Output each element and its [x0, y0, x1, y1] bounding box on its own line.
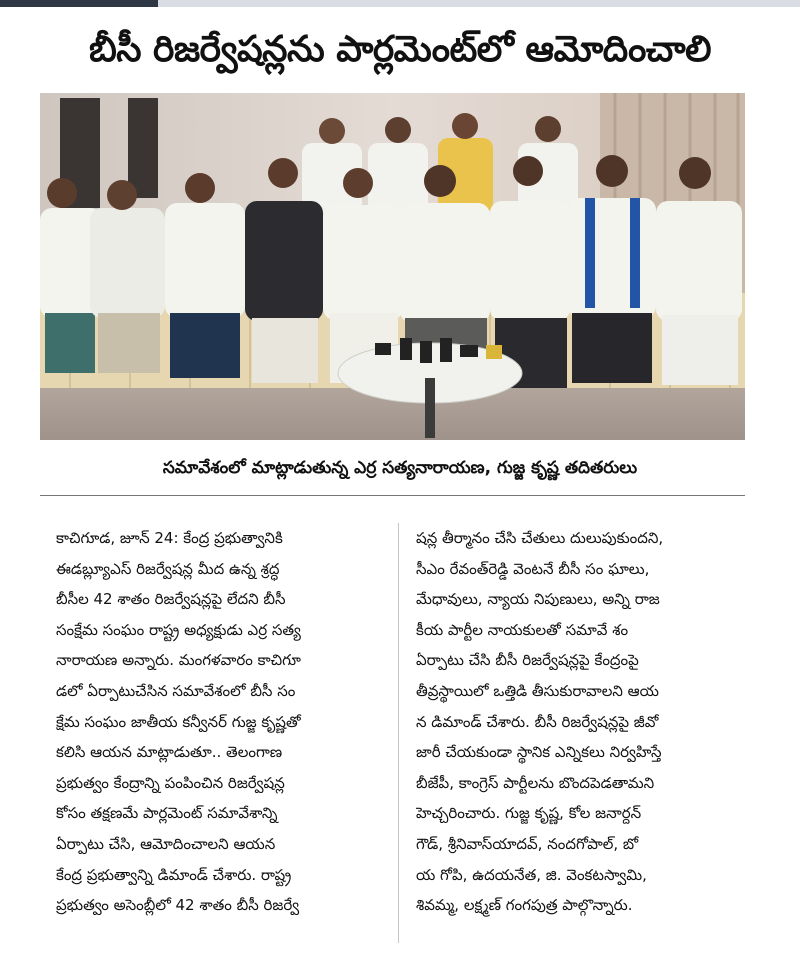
photo-caption: సమావేశంలో మాట్లాడుతున్న ఎర్ర సత్యనారాయణ, గుజ్జ కృష్ణ తదితరులు [162, 458, 638, 478]
column-divider [398, 523, 399, 943]
article-line: మేధావులు, న్యాయ నిపుణులు, అన్ని రాజ [416, 590, 660, 609]
article-line: షన్ల తీర్మానం చేసి చేతులు దులుపుకుందని, [416, 529, 664, 547]
article-line: య గోపి, ఉదయనేత, జి. వెంకటస్వామి, [416, 865, 647, 884]
article-line: క్షేమ సంఘం జాతీయ కన్వీనర్ గుజ్జ కృష్ణతో [56, 712, 301, 731]
headline: బీసీ రిజర్వేషన్లను పార్లమెంట్‌లో ఆమోదించాలి [88, 29, 712, 70]
article-line: శివమ్మ, లక్ష్మణ్ గంగపుత్ర పాల్గొన్నారు. [416, 896, 633, 915]
top-strip-dark [0, 0, 158, 7]
article-line: ఏర్పాటు చేసి, ఆమోదించాలని ఆయన [56, 834, 276, 853]
article-line: ఈడబ్ల్యూఎస్ రిజర్వేషన్ల మీద ఉన్న శ్రద్ధ [56, 559, 280, 578]
article-line: కీయ పార్టీల నాయకులతో సమావే శం [416, 620, 629, 639]
article-line: తీవ్రస్థాయిలో ఒత్తిడి తీసుకురావాలని ఆయ [416, 681, 659, 700]
article-line: కాచిగూడ, జూన్ 24: కేంద్ర ప్రభుత్వానికి [56, 529, 283, 547]
article-line: నారాయణ అన్నారు. మంగళవారం కాచిగూ [56, 651, 301, 670]
caption-rule [40, 495, 745, 496]
article-line: బీజేపీ, కాంగ్రెస్ పార్టీలను బొందపెడతామని [416, 773, 655, 792]
article-line: బీసీల 42 శాతం రిజర్వేషన్లపై లేదని బీసీ [56, 590, 286, 609]
article-column-left [56, 523, 382, 921]
article-line: డలో ఏర్పాటుచేసిన సమావేశంలో బీసీ సం [56, 681, 296, 700]
article-line: ఏర్పాటు చేసి బీసీ రిజర్వేషన్లపై కేంద్రంపై [416, 651, 639, 670]
article-line: హెచ్చరించారు. గుజ్జ కృష్ణ, కోల జనార్దన్ [416, 804, 642, 823]
article-line: సీఎం రేవంత్‌రెడ్డి వెంటనే బీసీ సం ఘాలు, [416, 559, 650, 578]
article-line: సంక్షేమ సంఘం రాష్ట్ర అధ్యక్షుడు ఎర్ర సత్య [56, 620, 301, 639]
article-line: ప్రభుత్వం కేంద్రాన్ని పంపించిన రిజర్వేషన్ల [56, 773, 285, 792]
article-line: జారీ చేయకుండా స్థానిక ఎన్నికలు నిర్వహిస్తే [416, 743, 662, 762]
article-line: కేంద్ర ప్రభుత్వాన్ని డిమాండ్ చేశారు. రాష్ట్ర [56, 865, 292, 884]
article-line: గౌడ్, శ్రీనివాస్‌యాదవ్, నందగోపాల్, బో [416, 834, 639, 853]
article-column-right [416, 523, 748, 921]
press-meet-photo [40, 93, 745, 440]
article-line: కలిసి ఆయన మాట్లాడుతూ.. తెలంగాణ [56, 743, 283, 762]
article-line: కోసం తక్షణమే పార్లమెంట్ సమావేశాన్ని [56, 804, 278, 823]
article-line: న డిమాండ్ చేశారు. బీసీ రిజర్వేషన్లపై జీవో [416, 712, 659, 731]
article-line: ప్రభుత్వం అసెంబ్లీలో 42 శాతం బీసీ రిజర్వే [56, 896, 300, 915]
top-strip-light [158, 0, 800, 7]
